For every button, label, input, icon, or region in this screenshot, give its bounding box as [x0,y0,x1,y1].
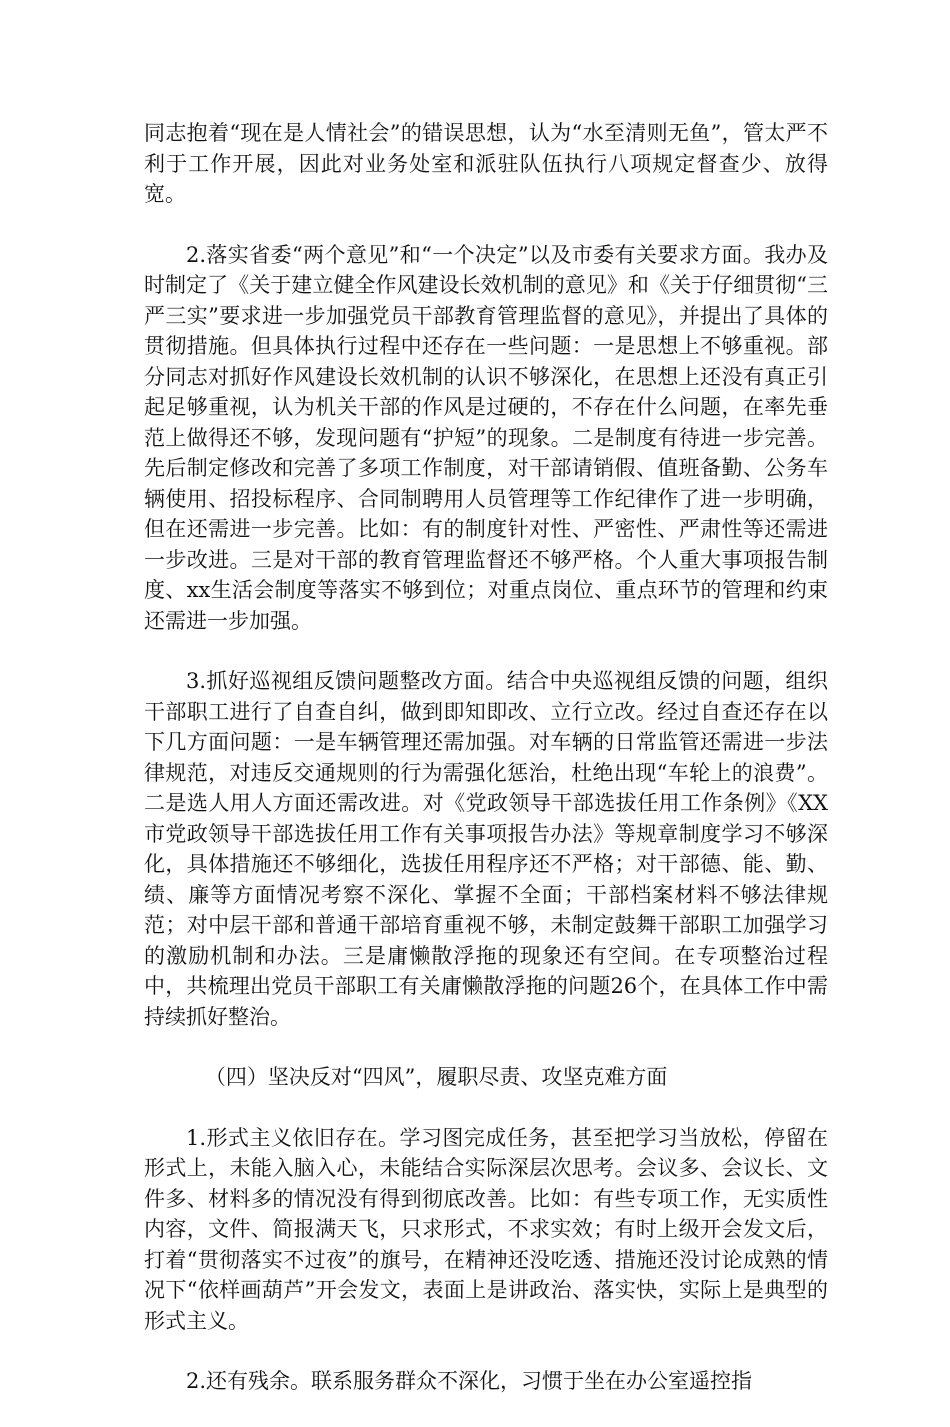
paragraph-4-1-formalism: 1.形式主义依旧存在。学习图完成任务，甚至把学习当放松，停留在形式上，未能入脑入心，未能结合实际深层次思考。会议多、会议长、文件多、材料多的情况没有得到彻底改善。比如：有些专项工作，无实质性内容，文件、简报满天飞，只求形式，不求实效；有时上级开会发文后，打着“贯彻落实不过夜”的旗号，在精神还没吃透、措施还没讨论成熟的情况下“依样画葫芦”开会发文，表面上是讲政治、落实快，实际上是典型的形式主义。 [144,1125,828,1333]
document-page [144,118,828,1427]
section-heading-four-styles: （四）坚决反对“四风”，履职尽责、攻坚克难方面 [204,1065,668,1089]
paragraph-3-inspection-rectification: 3.抓好巡视组反馈问题整改方面。结合中央巡视组反馈的问题，组织干部职工进行了自查自纠，做到即知即改、立行立改。经过自查还存在以下几方面问题：一是车辆管理还需加强。对车辆的日常监管还需进一步法律规范，对违反交通规则的行为需强化惩治，杜绝出现“车轮上的浪费”。二是选人用人方面还需改进。对《党政领导干部选拔任用工作条例》《XX市党政领导干部选拔任用工作有关事项报告办法》等规章制度学习不够深化，具体措施还不够细化，选拔任用程序还不严格；对干部德、能、勤、绩、廉等方面情况考察不深化、掌握不全面；干部档案材料不够法律规范；对中层干部和普通干部培育重视不够，未制定鼓舞干部职工加强学习的激励机制和办法。三是庸懒散浮拖的现象还有空间。在专项整治过程中，共梳理出党员干部职工有关庸懒散浮拖的问题26个，在具体工作中需持续抓好整治。 [144,669,828,1029]
paragraph-continued: 同志抱着“现在是人情社会”的错误思想，认为“水至清则无鱼”，管太严不利于工作开展，因此对业务处室和派驻队伍执行八项规定督查少、放得宽。 [144,121,828,206]
paragraph-4-2-remnants: 2.还有残余。联系服务群众不深化，习惯于坐在办公室遥控指 [186,1369,753,1393]
paragraph-2-provincial-opinions: 2.落实省委“两个意见”和“一个决定”以及市委有关要求方面。我办及时制定了《关于建立健全作风建设长效机制的意见》和《关于仔细贯彻“三严三实”要求进一步加强党员干部教育管理监督的意见》，并提出了具体的贯彻措施。但具体执行过程中还存在一些问题：一是思想上不够重视。部分同志对抓好作风建设长效机制的认识不够深化，在思想上还没有真正引起足够重视，认为机关干部的作风是过硬的，不存在什么问题，在率先垂范上做得还不够，发现问题有“护短”的现象。二是制度有待进一步完善。先后制定修改和完善了多项工作制度，对干部请销假、值班备勤、公务车辆使用、招投标程序、合同制聘用人员管理等工作纪律作了进一步明确，但在还需进一步完善。比如：有的制度针对性、严密性、严肃性等还需进一步改进。三是对干部的教育管理监督还不够严格。个人重大事项报告制度、xx生活会制度等落实不够到位；对重点岗位、重点环节的管理和约束还需进一步加强。 [144,242,828,633]
